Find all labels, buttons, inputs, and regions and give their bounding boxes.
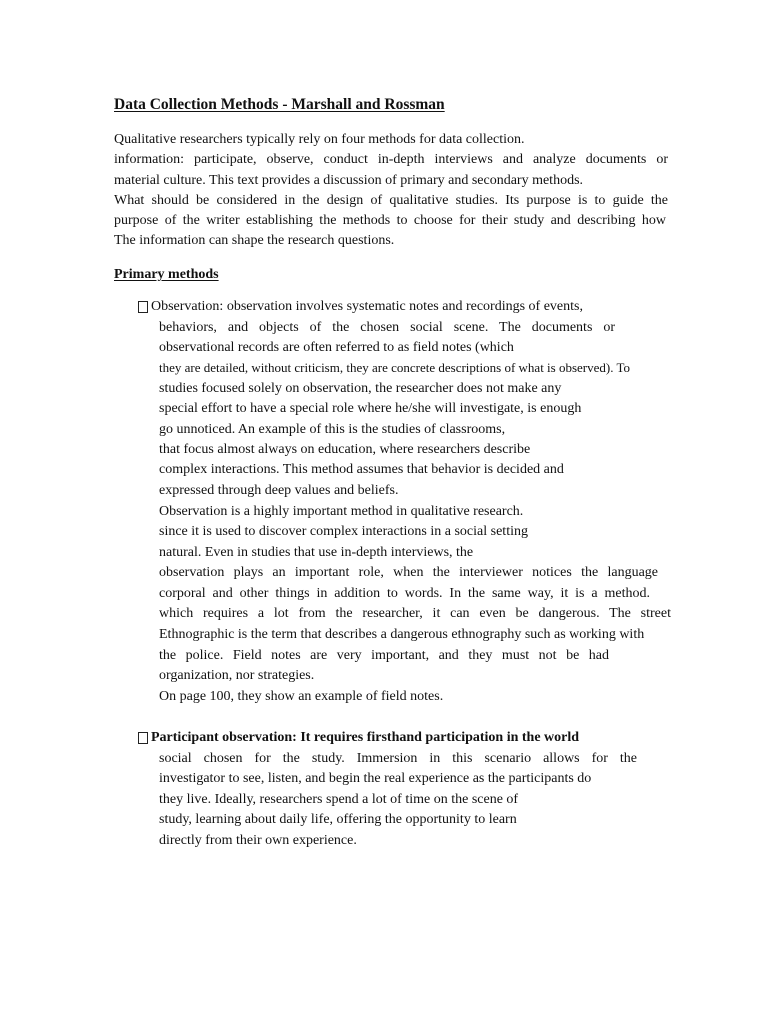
observation-line: they are detailed, without criticism, they are concrete descriptions of what is observed). To xyxy=(159,360,631,375)
observation-line: since it is used to discover complex interactions in a social setting xyxy=(159,524,528,539)
observation-line: organization, nor strategies. xyxy=(159,668,315,683)
observation-line: corporal and other things in addition to words. In the same way, it is a method. xyxy=(159,586,650,601)
participant-line: directly from their own experience. xyxy=(159,833,357,848)
participant-line: study, learning about daily life, offering the opportunity to learn xyxy=(159,812,517,827)
observation-line: behaviors, and objects of the chosen social scene. The documents or xyxy=(159,320,615,335)
intro-line: What should be considered in the design of qualitative studies. Its purpose is to guide the xyxy=(114,193,668,208)
observation-line: special effort to have a special role where he/she will investigate, is enough xyxy=(159,401,582,416)
intro-line: purpose of the writer establishing the methods to choose for their study and describing how xyxy=(114,213,666,228)
participant-line: social chosen for the study. Immersion in this scenario allows for the xyxy=(159,751,637,766)
observation-line: Observation: observation involves systematic notes and recordings of events, xyxy=(151,299,583,314)
observation-line: complex interactions. This method assumes that behavior is decided and xyxy=(159,462,564,477)
participant-heading-line: Participant observation: It requires firsthand participation in the world xyxy=(151,730,580,745)
observation-line: that focus almost always on education, where researchers describe xyxy=(159,442,531,457)
intro-line: material culture. This text provides a discussion of primary and secondary methods. xyxy=(114,173,584,188)
observation-line: expressed through deep values and beliefs. xyxy=(159,483,399,498)
intro-line: Qualitative researchers typically rely on four methods for data collection. xyxy=(114,132,525,147)
intro-line: information: participate, observe, conduct in-depth interviews and analyze documents or xyxy=(114,152,668,167)
observation-line: Ethnographic is the term that describes a dangerous ethnography such as working with xyxy=(159,627,645,642)
observation-line: On page 100, they show an example of field notes. xyxy=(159,689,444,704)
intro-line: The information can shape the research questions. xyxy=(114,233,395,248)
observation-line: natural. Even in studies that use in-depth interviews, the xyxy=(159,545,474,560)
observation-line: the police. Field notes are very important, and they must not be had xyxy=(159,648,609,663)
primary-methods-heading: Primary methods xyxy=(114,267,219,282)
participant-line: they live. Ideally, researchers spend a lot of time on the scene of xyxy=(159,792,519,807)
observation-line: Observation is a highly important method in qualitative research. xyxy=(159,504,524,519)
bullet-icon xyxy=(138,301,148,313)
bullet-icon xyxy=(138,732,148,744)
document-title: Data Collection Methods - Marshall and Rossman xyxy=(114,96,445,113)
observation-line: go unnoticed. An example of this is the studies of classrooms, xyxy=(159,422,506,437)
observation-line: which requires a lot from the researcher, it can even be dangerous. The street xyxy=(159,606,671,621)
participant-line: investigator to see, listen, and begin the real experience as the participants do xyxy=(159,771,592,786)
observation-line: observational records are often referred to as field notes (which xyxy=(159,340,514,355)
observation-line: observation plays an important role, when the interviewer notices the language xyxy=(159,565,658,580)
observation-line: studies focused solely on observation, the researcher does not make any xyxy=(159,381,562,396)
